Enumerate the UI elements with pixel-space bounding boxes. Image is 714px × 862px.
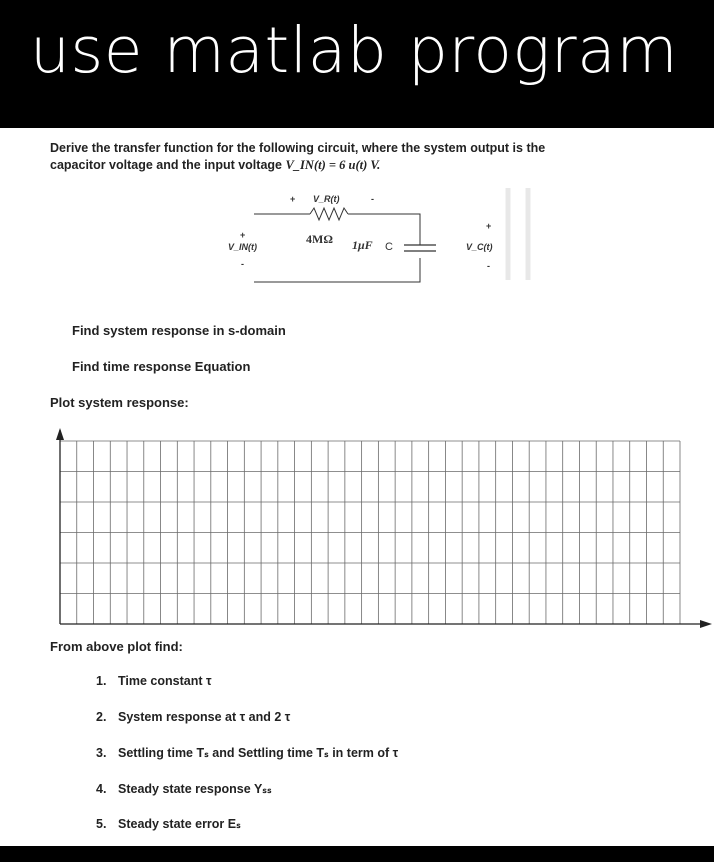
assignment-sheet [0, 128, 714, 846]
response-plot-grid [0, 128, 714, 638]
vr-label: V_R(t) [313, 194, 340, 204]
grid-lines [60, 441, 680, 624]
vin-plus: + [240, 230, 246, 240]
problem-line-2-text: capacitor voltage and the input voltage [50, 158, 286, 172]
capacitor-label: C [385, 241, 393, 253]
list-item: 1. Time constant τ [96, 674, 212, 688]
vc-minus: - [487, 261, 490, 271]
task-s-domain: Find system response in s-domain [72, 323, 286, 338]
y-axis-arrow [56, 428, 64, 440]
bottom-bar [0, 846, 714, 862]
list-item: 4. Steady state response Yₛₛ [96, 781, 272, 796]
vr-plus: + [290, 194, 296, 204]
list-item: 3. Settling time Tₛ and Settling time Tₛ in term of τ [96, 746, 399, 761]
followup-heading: From above plot find: [50, 639, 183, 654]
vin-label: V_IN(t) [228, 242, 257, 252]
x-axis-arrow [700, 620, 712, 628]
vr-minus: - [371, 194, 374, 204]
banner-title: use matlab program [30, 14, 679, 87]
vc-label: V_C(t) [466, 242, 493, 252]
capacitor-value: 1μF [352, 238, 373, 252]
input-voltage-expression: V_IN(t) = 6 u(t) V. [285, 158, 381, 172]
vin-minus: - [241, 259, 244, 269]
title-banner [0, 0, 714, 128]
task-time-response: Find time response Equation [72, 359, 251, 374]
resistor-value: 4MΩ [306, 232, 333, 246]
task-plot-label: Plot system response: [50, 395, 189, 410]
problem-line-1: Derive the transfer function for the following circuit, where the system output is the [50, 141, 546, 155]
list-item: 2. System response at τ and 2 τ [96, 709, 291, 724]
vc-plus: + [486, 221, 492, 231]
list-item: 5. Steady state error Eₛ [96, 817, 241, 832]
followup-list [96, 674, 398, 852]
